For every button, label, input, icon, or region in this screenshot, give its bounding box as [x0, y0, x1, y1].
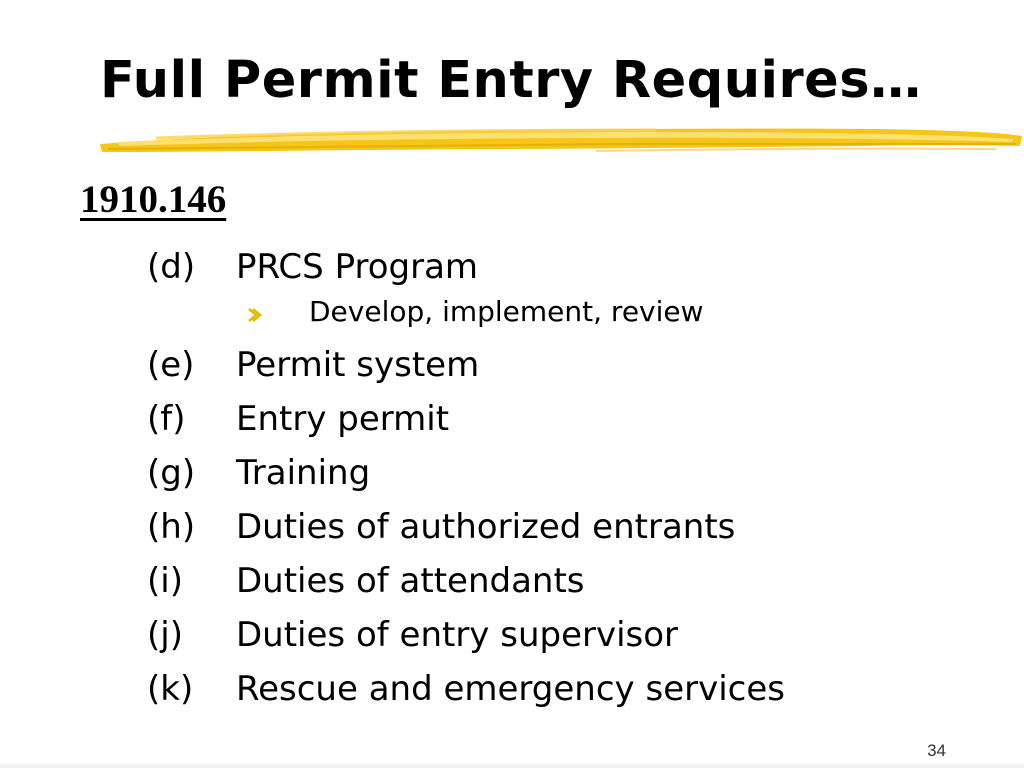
item-label: (d)	[147, 247, 196, 287]
item-text: Duties of authorized entrants	[236, 507, 736, 547]
slide-title: Full Permit Entry Requires…	[100, 51, 922, 110]
item-label: (j)	[147, 615, 183, 655]
item-label: (i)	[147, 561, 183, 601]
section-heading: 1910.146	[80, 178, 227, 221]
item-label: (h)	[147, 507, 196, 547]
item-label: (k)	[147, 669, 194, 709]
item-text: Training	[236, 453, 371, 493]
footer-divider	[0, 764, 1024, 768]
arrow-bullet-icon	[247, 307, 263, 323]
item-label: (e)	[147, 345, 195, 385]
page-number: 34	[927, 741, 946, 760]
item-text: Permit system	[236, 345, 480, 385]
item-label: (g)	[147, 453, 196, 493]
item-text: Duties of attendants	[236, 561, 585, 601]
brush-stroke-underline	[96, 118, 1024, 160]
item-text: Rescue and emergency services	[236, 669, 785, 709]
sub-item-text: Develop, implement, review	[309, 295, 704, 328]
item-text: Entry permit	[236, 399, 450, 439]
item-label: (f)	[147, 399, 186, 439]
item-text: PRCS Program	[236, 247, 479, 287]
item-text: Duties of entry supervisor	[236, 615, 679, 655]
